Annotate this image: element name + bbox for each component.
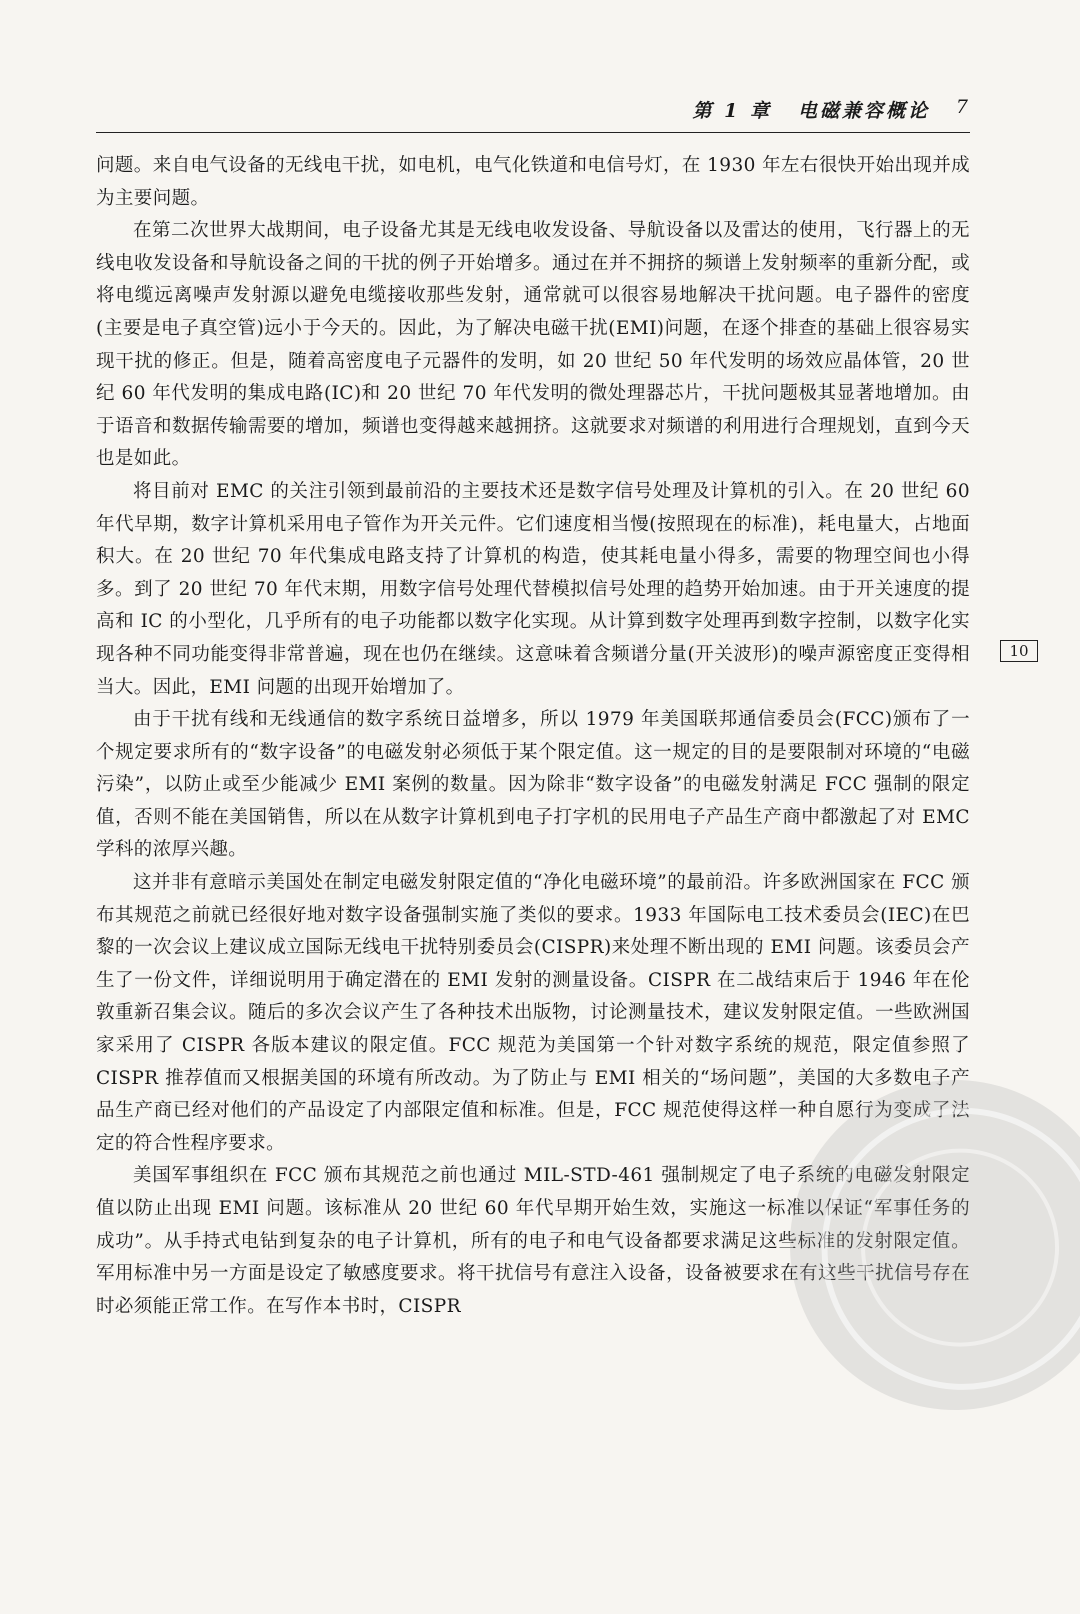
running-header [96,96,970,136]
chapter-heading [693,96,930,123]
paragraph-1: 问题。来自电气设备的无线电干扰，如电机，电气化铁道和电信号灯，在 1930 年左右很快开始出现并成为主要问题。 [96,155,970,209]
page-number: 7 [955,96,968,118]
chapter-title: 电磁兼容概论 [797,100,930,122]
paragraph-3: 将目前对 EMC 的关注引领到最前沿的主要技术还是数字信号处理及计算机的引入。在 20 世纪 60 年代早期，数字计算机采用电子管作为开关元件。它们速度相当慢(按照现在的标准)，耗电量大，占地面积大。在 20 世纪 70 年代集成电路支持了计算机的构造，使其耗电量小得多，需要的物理空间也小得多。到了 20 世纪 70 年代末期，用数字信号处理代替模拟信号处理的趋势开始加速。由于开关速度的提高和 IC 的小型化，几乎所有的电子功能都以数字化实现。从计算到数字处理再到数字控制，以数字化实现各种不同功能变得非常普遍，现在也仍在继续。这意味着含频谱分量(开关波形)的噪声源密度正变得相当大。因此，EMI 问题的出现开始增加了。 [96,480,970,698]
paragraph-5: 这并非有意暗示美国处在制定电磁发射限定值的“净化电磁环境”的最前沿。许多欧洲国家在 FCC 颁布其规范之前就已经很好地对数字设备强制实施了类似的要求。1933 年国际电工技术委员会(IEC)在巴黎的一次会议上建议成立国际无线电干扰特别委员会(CISPR)来处理不断出现的 EMI 问题。该委员会产生了一份文件，详细说明用于确定潜在的 EMI 发射的测量设备。CISPR 在二战结束后于 1946 年在伦敦重新召集会议。随后的多次会议产生了各种技术出版物，讨论测量技术，建议发射限定值。一些欧洲国家采用了 CISPR 各版本建议的限定值。FCC 规范为美国第一个针对数字系统的规范，限定值参照了 CISPR 推荐值而又根据美国的环境有所改动。为了防止与 EMI 相关的“场问题”，美国的大多数电子产品生产商已经对他们的产品设定了内部限定值和标准。但是，FCC 规范使得这样一种自愿行为变成了法定的符合性程序要求。 [96,872,970,1154]
paragraph-4: 由于干扰有线和无线通信的数字系统日益增多，所以 1979 年美国联邦通信委员会(FCC)颁布了一个规定要求所有的“数字设备”的电磁发射必须低于某个限定值。这一规定的目的是要限制对环境的“电磁污染”，以防止或至少能减少 EMI 案例的数量。因为除非“数字设备”的电磁发射满足 FCC 强制的限定值，否则不能在美国销售，所以在从数字计算机到电子打字机的民用电子产品生产商中都激起了对 EMC 学科的浓厚兴趣。 [96,709,970,861]
header-rule [96,132,970,133]
paragraph-2: 在第二次世界大战期间，电子设备尤其是无线电收发设备、导航设备以及雷达的使用，飞行器上的无线电收发设备和导航设备之间的干扰的例子开始增多。通过在并不拥挤的频谱上发射频率的重新分配，或将电缆远离噪声发射源以避免电缆接收那些发射，通常就可以很容易地解决干扰问题。电子器件的密度(主要是电子真空管)远小于今天的。因此，为了解决电磁干扰(EMI)问题，在逐个排查的基础上很容易实现干扰的修正。但是，随着高密度电子元器件的发明，如 20 世纪 50 年代发明的场效应晶体管，20 世纪 60 年代发明的集成电路(IC)和 20 世纪 70 年代发明的微处理器芯片，干扰问题极其显著地增加。由于语音和数据传输需要的增加，频谱也变得越来越拥挤。这就要求对频谱的利用进行合理规划，直到今天也是如此。 [96,220,970,470]
original-page-marker: 10 [1000,640,1038,662]
paragraph-6: 美国军事组织在 FCC 颁布其规范之前也通过 MIL-STD-461 强制规定了电子系统的电磁发射限定值以防止出现 EMI 问题。该标准从 20 世纪 60 年代早期开始生效，实施这一标准以保证“军事任务的成功”。从手持式电钻到复杂的电子计算机，所有的电子和电气设备都要求满足这些标准的发射限定值。军用标准中另一方面是设定了敏感度要求。将干扰信号有意注入设备，设备被要求在有这些干扰信号存在时必须能正常工作。在写作本书时，CISPR [96,1165,970,1317]
chapter-number: 第 1 章 [692,100,772,122]
